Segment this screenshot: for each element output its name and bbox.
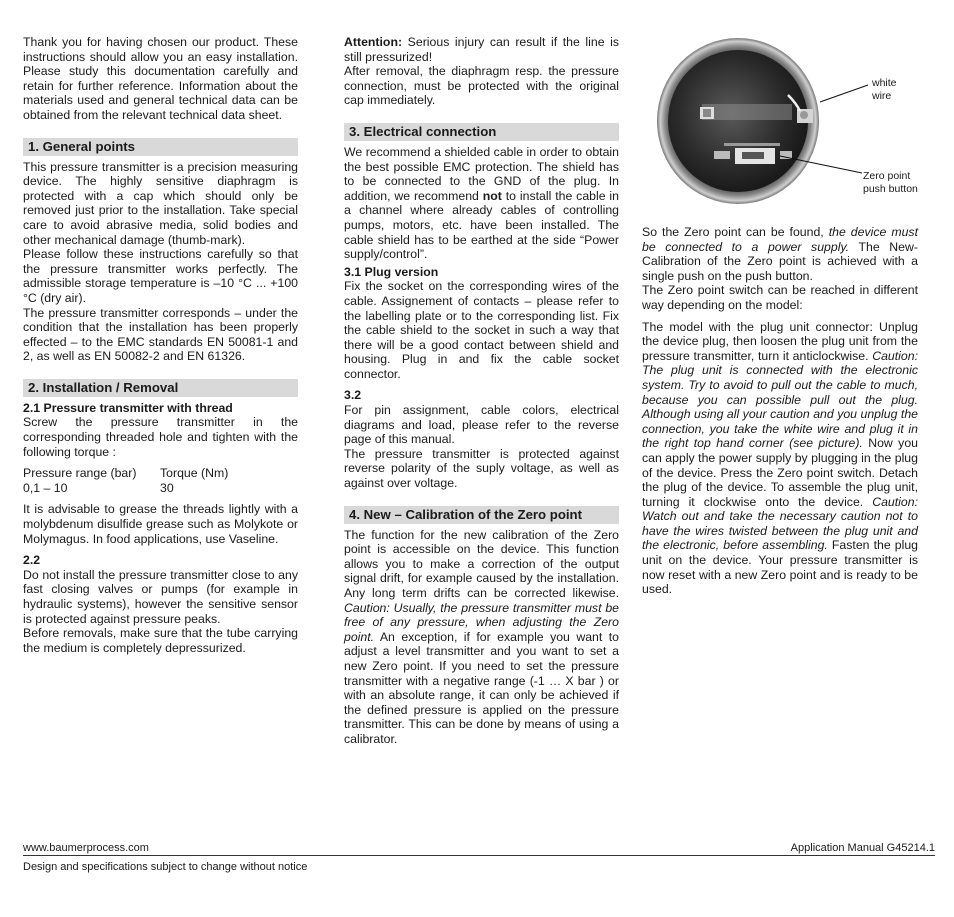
torque-table <box>23 466 228 495</box>
table-row <box>23 466 228 481</box>
installation-paragraph-4: Before removals, make sure that the tube carrying the medium is completely depressurized. <box>23 626 298 655</box>
attention-paragraph: Attention: Serious injury can result if the line is still pressurized! <box>344 35 619 64</box>
subheading-3-2: 3.2 <box>344 388 362 403</box>
attention-label: Attention: <box>344 35 403 49</box>
subheading-plug-version: 3.1 Plug version <box>344 264 439 279</box>
section-heading-calibration: 4. New – Calibration of the Zero point <box>344 506 619 524</box>
zero-point-paragraph-1: So the Zero point can be found, the device must be connected to a power supply. The New-Calibration of the Zero point is achieved with a single push on the push button. <box>642 225 918 283</box>
section-heading-installation: 2. Installation / Removal <box>23 379 298 397</box>
table-header-cell: Torque (Nm) <box>160 466 229 481</box>
electrical-paragraph-4: The pressure transmitter is protected against reverse polarity of the suply voltage, as well as against over voltage. <box>344 446 619 491</box>
general-paragraph-2: Please follow these instructions carefully so that the pressure transmitter works perfectly. The admissible storage temperature is –10 °C ... +100 °C (dry air). <box>23 247 298 305</box>
general-paragraph-1: This pressure transmitter is a precision measuring device. The highly sensitive diaphragm is protected with a cap which should only be removed just prior to the installation. Take special care to avoid abrasive media, solid bodies and other mechanical damage (thumb-mark). <box>23 159 298 247</box>
table-cell: 0,1 – 10 <box>23 480 68 495</box>
footer-divider <box>23 855 935 856</box>
installation-paragraph-3: Do not install the pressure transmitter close to any fast closing valves or pumps (for example in hydraulic systems), however the sensitive sensor is protected against pressure peaks. <box>23 567 298 626</box>
footer-url: www.baumerprocess.com <box>23 842 149 854</box>
device-photo <box>642 35 918 225</box>
column-middle <box>344 35 619 747</box>
table-row <box>23 481 228 496</box>
calibration-paragraph: The function for the new calibration of the Zero point is accessible on the device. This function allows you to make a correction of the output signal drift, for example caused by the installation. Any long term drifts can be corrected likewise. Caution: Usually, the pressure transmitter must be free of any pressure, when adjusting the Zero point. An exception, if for example you want to adjust a level transmitter and you want to set a new Zero point. If you need to set the pressure transmitter with a negative range (-1 … X bar ) or with an absolute range, it can only be achieved if the defined pressure is applied on the pressure transmitter. This can be done by means of using a calibrator. <box>344 527 619 746</box>
section-heading-general: 1. General points <box>23 138 298 156</box>
installation-paragraph-1: Screw the pressure transmitter in the corresponding threaded hole and tighten with the following torque : <box>23 415 298 459</box>
installation-paragraph-2: It is advisable to grease the threads lightly with a molybdenum disulfide grease such as Molykote or Molymagus. In food applications, use Vaseline. <box>23 502 298 546</box>
attention-paragraph-2: After removal, the diaphragm resp. the pressure connection, must be protected with the original cap immediately. <box>344 64 619 108</box>
zero-point-paragraph-2: The Zero point switch can be reached in different way depending on the model: <box>642 283 918 312</box>
electrical-paragraph-2: Fix the socket on the corresponding wires of the cable. Assignement of contacts – please refer to the labelling plate or to the corresponding list. Fix the cable shield to the socket in such a way that there will be a good contact between shield and housing. Plug in and fix the cable socket connector. <box>344 279 619 381</box>
zero-point-paragraph-3: The model with the plug unit connector: Unplug the device plug, then loosen the plug unit from the pressure transmitter, turn it anticlockwise. Caution: The plug unit is connected with the electronic system. Try to avoid to pull out the cable to much, because you can possible pull out the plug. Although using all your caution and you unplug the connection, you take the white wire and plug it in the right top hand corner (see picture). Now you can apply the power supply by plugging in the plug of the device. Press the Zero point switch. Detach the plug of the device. To assemble the plug unit, turning it clockwise onto the device. Caution: Watch out and take the necessary caution not to have the wires twisted between the plug unit and the electronic, before assembling. Fasten the plug unit on the device. Your pressure transmitter is now reset with a new Zero point and is ready to be used. <box>642 319 918 597</box>
general-paragraph-3: The pressure transmitter corresponds – under the condition that the installation has been properly effected – to the EMC standards EN 50081-1 and 2, as well as EN 50082-2 and EN 61326. <box>23 305 298 364</box>
white-wire-label: white wire <box>872 77 897 102</box>
subheading-thread: 2.1 Pressure transmitter with thread <box>23 400 233 415</box>
section-heading-electrical: 3. Electrical connection <box>344 123 619 141</box>
zero-point-label-line1: Zero point <box>863 170 911 182</box>
footer-manual-id: Application Manual G45214.1 <box>790 842 935 854</box>
electrical-paragraph-3: For pin assignment, cable colors, electrical diagrams and load, please refer to the reverse page of this manual. <box>344 403 619 447</box>
column-right <box>642 35 918 597</box>
column-left <box>23 35 298 655</box>
subheading-2-2: 2.2 <box>23 553 41 568</box>
footer-note: Design and specifications subject to change without notice <box>23 861 308 873</box>
electrical-paragraph-1: We recommend a shielded cable in order to obtain the best possible EMC protection. The shield has to be connected to the GND of the plug. In addition, we recommend not to install the cable in a channel where already cables of controlling pumps, motors, etc. have been installed. The cable shield has to be earthed at the side “Power supply/control”. <box>344 144 620 262</box>
table-cell: 30 <box>160 480 174 495</box>
zero-point-label-line2: push button <box>863 183 918 195</box>
intro-paragraph: Thank you for having chosen our product. These instructions should allow you an easy installation. Please study this documentation carefully and retain for further reference. Information about the materials used and general technical data can be obtained from the relevant technical data sheet. <box>23 35 298 122</box>
table-header-cell: Pressure range (bar) <box>23 466 137 481</box>
device-photo-image <box>642 35 932 225</box>
